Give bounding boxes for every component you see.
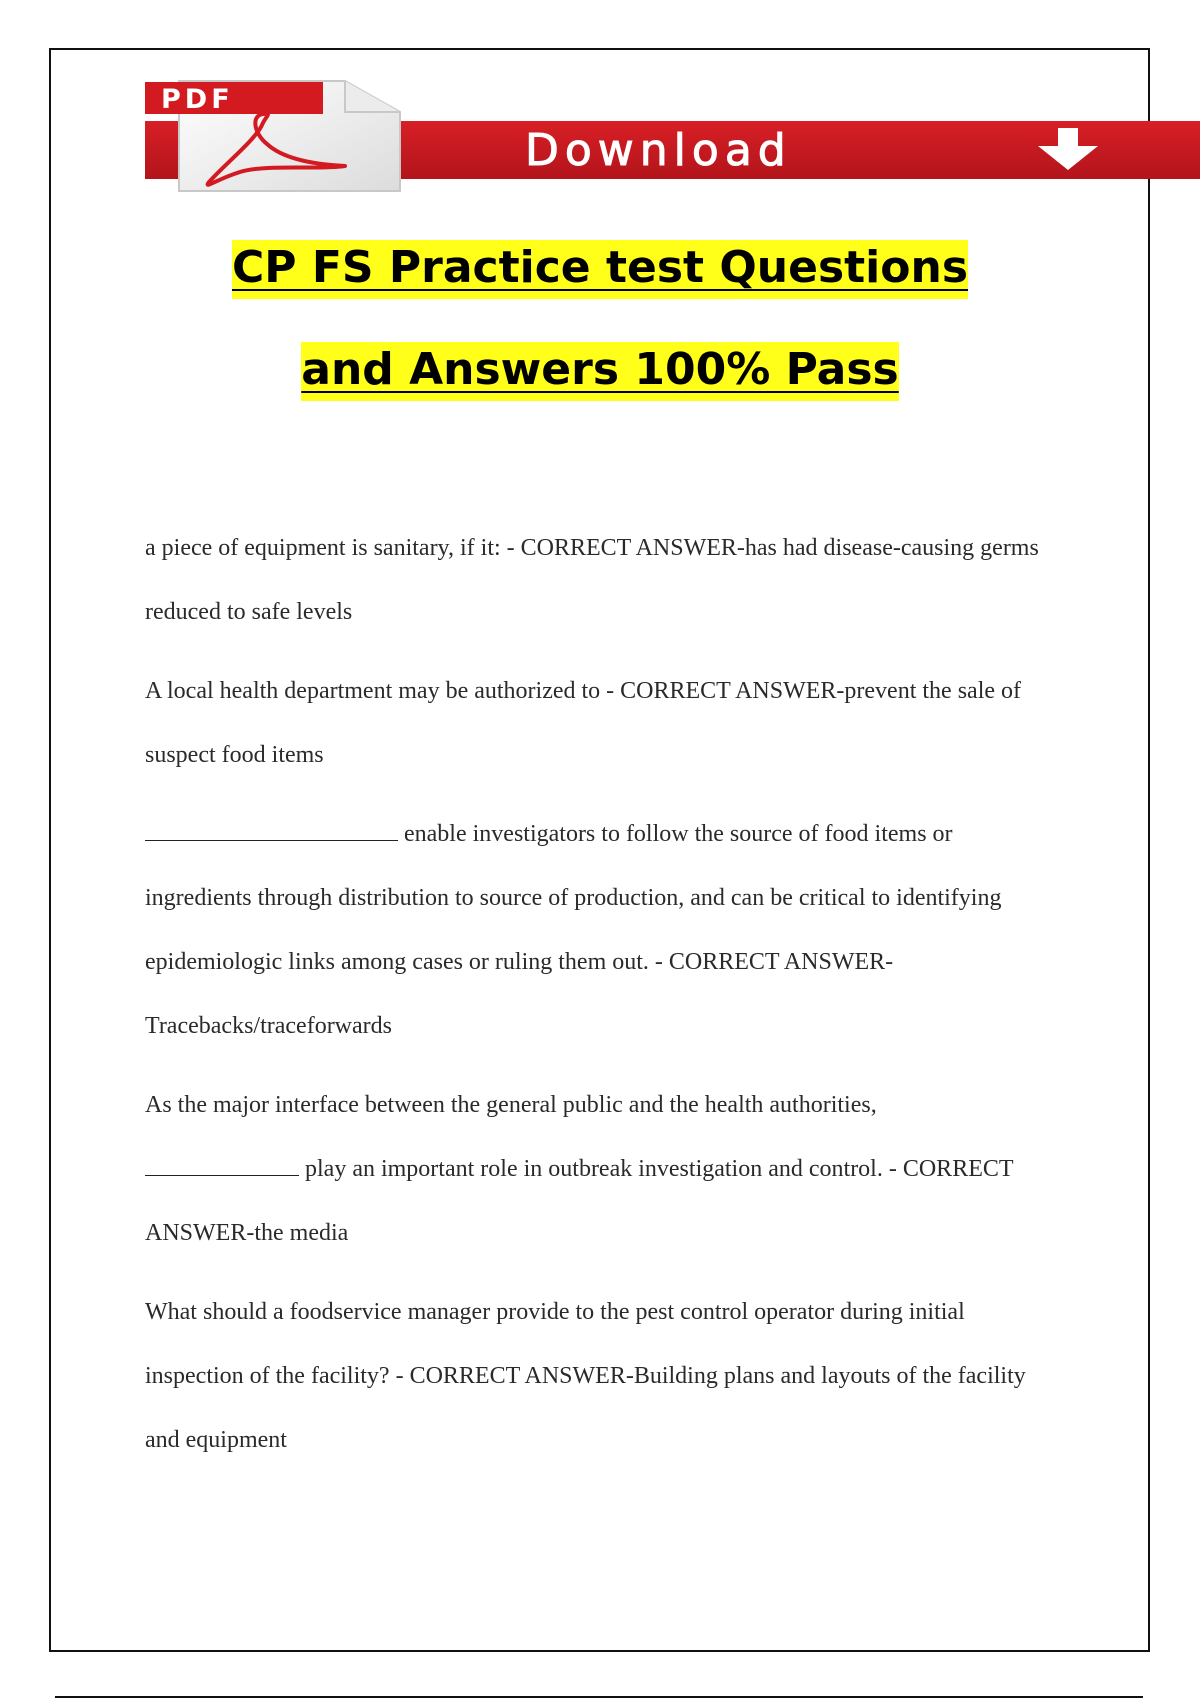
pdf-file-icon (145, 78, 410, 196)
qa-item (145, 802, 1045, 1058)
qa-item-text-after: play an important role in outbreak investigation and control. - CORRECT ANSWER-the media (145, 1156, 1014, 1246)
document-title-line-1: CP FS Practice test Questions (0, 242, 1200, 293)
qa-item (145, 1073, 1045, 1265)
fill-in-blank (145, 1155, 299, 1176)
document-title-line-2: and Answers 100% Pass (0, 344, 1200, 395)
download-label[interactable]: Download (525, 125, 792, 176)
qa-item-text: enable investigators to follow the source of food items or ingredients through distribution to source of production, and can be critical to identifying epidemiologic links among cases or ruling them out. - CORRECT ANSWER-Tracebacks/traceforwards (145, 821, 1002, 1039)
download-arrow-icon[interactable] (1028, 126, 1108, 172)
bottom-divider (55, 1696, 1143, 1698)
fill-in-blank (145, 820, 398, 841)
pdf-logo-text: PDF (161, 84, 234, 115)
qa-item: A local health department may be authorized to - CORRECT ANSWER-prevent the sale of suspect food items (145, 678, 1021, 768)
qa-item: a piece of equipment is sanitary, if it: - CORRECT ANSWER-has had disease-causing germs reduced to safe levels (145, 535, 1039, 625)
qa-item-text-before: As the major interface between the general public and the health authorities, (145, 1092, 877, 1118)
qa-item: What should a foodservice manager provide to the pest control operator during initial inspection of the facility? - CORRECT ANSWER-Building plans and layouts of the facility and equipment (145, 1299, 1026, 1453)
qa-content (145, 516, 1045, 1487)
